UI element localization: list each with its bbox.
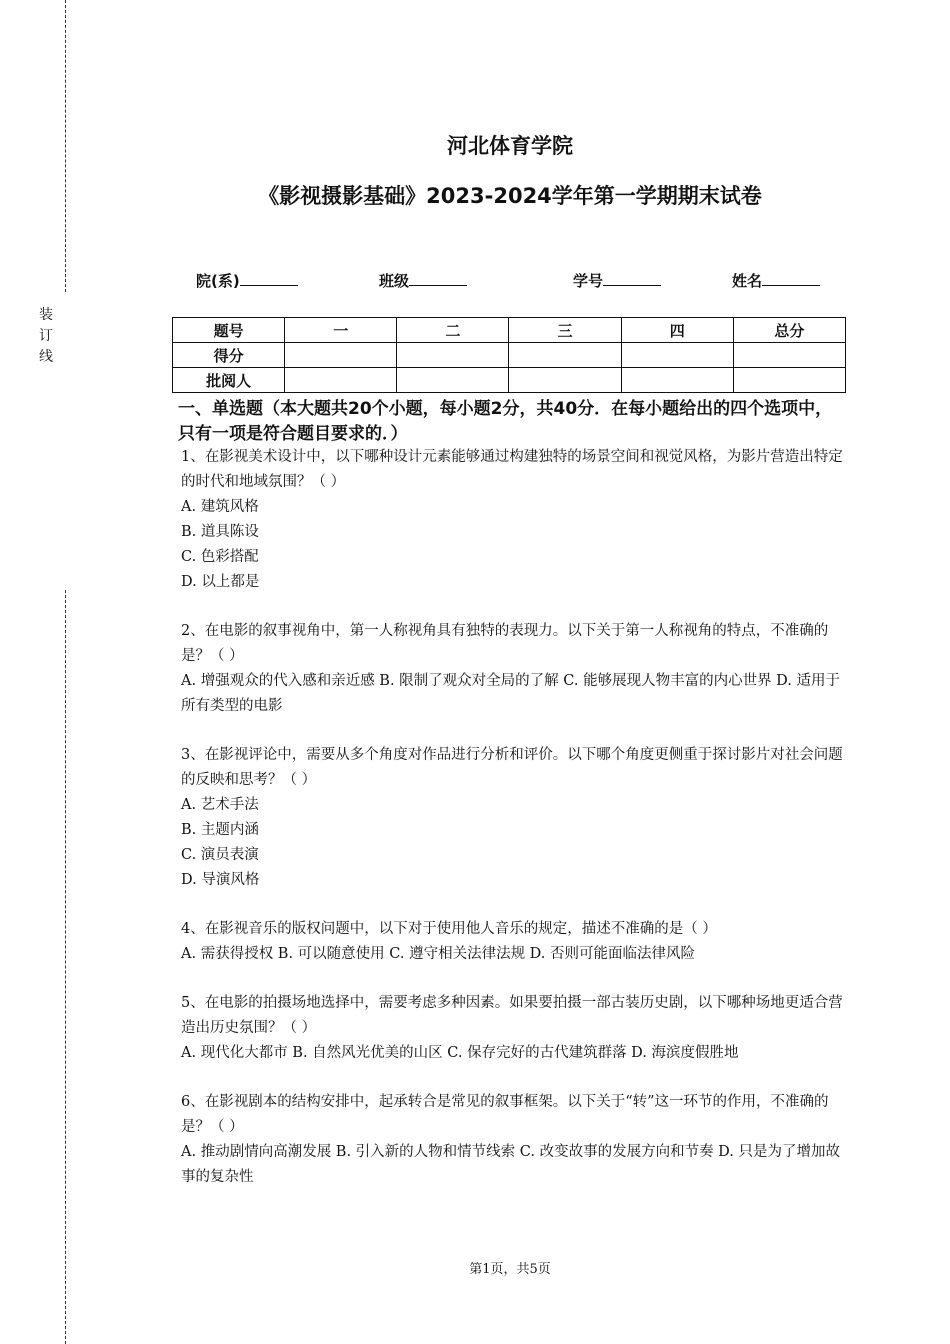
option-c[interactable]: C. 演员表演 xyxy=(181,847,259,863)
question-item xyxy=(181,917,845,967)
option-a[interactable]: A. 艺术手法 xyxy=(181,797,259,813)
exam-title: 《影视摄影基础》2023-2024学年第一学期期末试卷 xyxy=(258,184,762,208)
score-cell[interactable] xyxy=(621,343,733,368)
department-field xyxy=(196,270,298,291)
options-inline[interactable]: A. 需获得授权 B. 可以随意使用 C. 遵守相关法律法规 D. 否则可能面临法律风险 xyxy=(181,946,696,962)
option-b[interactable]: B. 主题内涵 xyxy=(181,822,259,838)
score-table xyxy=(172,317,846,393)
options-inline[interactable]: A. 现代化大都市 B. 自然风光优美的山区 C. 保存完好的古代建筑群落 D. 海滨度假胜地 xyxy=(181,1045,739,1061)
class-field xyxy=(379,270,467,291)
binding-line-bottom xyxy=(65,590,66,1344)
name-label: 姓名 xyxy=(732,272,763,290)
score-table-header-cell: 四 xyxy=(621,318,733,343)
options-inline[interactable]: A. 增强观众的代入感和亲近感 B. 限制了观众对全局的了解 C. 能够展现人物丰富的内心世界 D. 适用于所有类型的电影 xyxy=(181,673,841,714)
score-row-label: 得分 xyxy=(173,343,285,368)
school-name: 河北体育学院 xyxy=(447,134,573,158)
reviewer-cell[interactable] xyxy=(509,368,621,393)
question-stem: 5、在电影的拍摄场地选择中，需要考虑多种因素。如果要拍摄一部古装历史剧，以下哪种场地更适合营造出历史氛围？（ ） xyxy=(181,995,843,1036)
student-id-label: 学号 xyxy=(573,272,604,290)
reviewer-cell[interactable] xyxy=(621,368,733,393)
question-stem: 1、在影视美术设计中，以下哪种设计元素能够通过构建独特的场景空间和视觉风格，为影片营造出特定的时代和地域氛围？（ ） xyxy=(181,449,843,490)
question-stem: 3、在影视评论中，需要从多个角度对作品进行分析和评价。以下哪个角度更侧重于探讨影片对社会问题的反映和思考？（ ） xyxy=(181,747,843,788)
score-cell[interactable] xyxy=(397,343,509,368)
binding-label: 装订线 xyxy=(39,307,53,365)
option-a[interactable]: A. 建筑风格 xyxy=(181,499,259,515)
section-heading: 一、单选题（本大题共20个小题，每小题2分，共40分．在每小题给出的四个选项中，只有一项是符合题目要求的．） xyxy=(178,399,833,444)
option-d[interactable]: D. 以上都是 xyxy=(181,574,260,590)
name-blank[interactable] xyxy=(762,271,820,286)
reviewer-row-label: 批阅人 xyxy=(173,368,285,393)
department-blank[interactable] xyxy=(240,271,298,286)
score-table-header-cell: 总分 xyxy=(733,318,845,343)
score-cell[interactable] xyxy=(285,343,397,368)
student-id-field xyxy=(573,270,661,291)
question-stem: 4、在影视音乐的版权问题中，以下对于使用他人音乐的规定，描述不准确的是（ ） xyxy=(181,921,717,937)
score-table-header-cell: 一 xyxy=(285,318,397,343)
question-item xyxy=(181,619,845,719)
name-field xyxy=(732,270,820,291)
option-c[interactable]: C. 色彩搭配 xyxy=(181,549,259,565)
option-d[interactable]: D. 导演风格 xyxy=(181,872,260,888)
question-item xyxy=(181,743,845,893)
options-inline[interactable]: A. 推动剧情向高潮发展 B. 引入新的人物和情节线索 C. 改变故事的发展方向和节奏 D. 只是为了增加故事的复杂性 xyxy=(181,1144,841,1185)
reviewer-cell[interactable] xyxy=(733,368,845,393)
reviewer-cell[interactable] xyxy=(285,368,397,393)
score-cell[interactable] xyxy=(509,343,621,368)
score-row xyxy=(173,343,846,368)
option-b[interactable]: B. 道具陈设 xyxy=(181,524,259,540)
question-stem: 2、在电影的叙事视角中，第一人称视角具有独特的表现力。以下关于第一人称视角的特点，不准确的是？（ ） xyxy=(181,623,829,664)
question-stem: 6、在影视剧本的结构安排中，起承转合是常见的叙事框架。以下关于“转”这一环节的作用，不准确的是？（ ） xyxy=(181,1094,829,1135)
reviewer-cell[interactable] xyxy=(397,368,509,393)
student-id-blank[interactable] xyxy=(603,271,661,286)
question-list xyxy=(181,445,845,1190)
score-table-header-row xyxy=(173,318,846,343)
question-item xyxy=(181,1090,845,1190)
question-item xyxy=(181,445,845,595)
score-table-header-cell: 题号 xyxy=(173,318,285,343)
department-label: 院(系) xyxy=(196,272,240,290)
score-cell[interactable] xyxy=(733,343,845,368)
page-number: 第1页，共5页 xyxy=(469,1262,551,1277)
question-item xyxy=(181,991,845,1066)
reviewer-row xyxy=(173,368,846,393)
class-label: 班级 xyxy=(379,272,410,290)
score-table-header-cell: 二 xyxy=(397,318,509,343)
score-table-header-cell: 三 xyxy=(509,318,621,343)
class-blank[interactable] xyxy=(409,271,467,286)
